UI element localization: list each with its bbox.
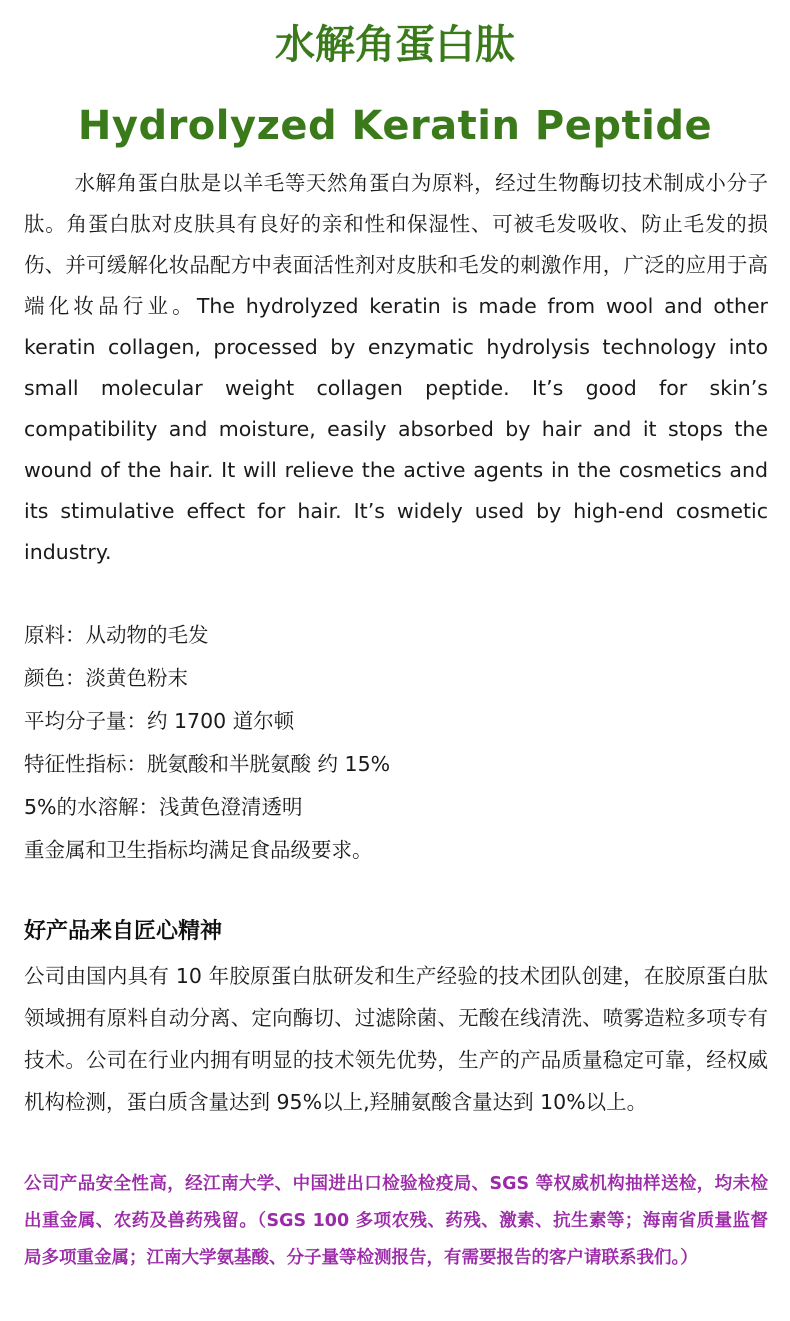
spec-list bbox=[24, 614, 768, 872]
page-title-chinese: 水解角蛋白肽 bbox=[275, 22, 515, 68]
safety-paragraph bbox=[24, 1166, 768, 1277]
spec-heavy-metal: 重金属和卫生指标均满足食品级要求。 bbox=[24, 838, 373, 862]
intro-paragraph bbox=[24, 163, 768, 573]
section-heading: 好产品来自匠心精神 bbox=[24, 919, 223, 944]
spec-color: 颜色：淡黄色粉末 bbox=[24, 666, 188, 690]
spec-solubility: 5%的水溶解：浅黄色澄清透明 bbox=[24, 795, 303, 819]
safety-text: 公司产品安全性高，经江南大学、中国进出口检验检疫局、SGS 等权威机构抽样送检，均未检出重金属、农药及兽药残留。（SGS 100 多项农残、药残、激素、抗生素等；海南省质量监督局多项重金属；江南大学氨基酸、分子量等检测报告，有需要报告的客户请联系我们。） bbox=[24, 1174, 768, 1268]
spec-raw-material: 原料：从动物的毛发 bbox=[24, 623, 209, 647]
spec-characteristic-index: 特征性指标：胱氨酸和半胱氨酸 约 15% bbox=[24, 752, 391, 776]
spec-molecular-weight: 平均分子量：约 1700 道尔顿 bbox=[24, 709, 295, 733]
company-paragraph bbox=[24, 955, 768, 1123]
page-title-english: Hydrolyzed Keratin Peptide bbox=[77, 103, 713, 149]
company-text: 公司由国内具有 10 年胶原蛋白肽研发和生产经验的技术团队创建，在胶原蛋白肽领域拥有原料自动分离、定向酶切、过滤除菌、无酸在线清洗、喷雾造粒多项专有技术。公司在行业内拥有明显的技术领先优势，生产的产品质量稳定可靠，经权威机构检测，蛋白质含量达到 95%以上,羟脯氨酸含量达到 10%以上。 bbox=[24, 964, 768, 1114]
intro-text: 水解角蛋白肽是以羊毛等天然角蛋白为原料，经过生物酶切技术制成小分子肽。角蛋白肽对皮肤具有良好的亲和性和保湿性、可被毛发吸收、防止毛发的损伤、并可缓解化妆品配方中表面活性剂对皮肤和毛发的刺激作用，广泛的应用于高端化妆品行业。The hydrolyzed keratin is made from wool and other keratin collagen, processed by enzymatic hydrolysis technology into small molecular weight collagen peptide. It’s good for skin’s compatibility and moisture, easily absorbed by hair and it stops the wound of the hair. It will relieve the active agents in the cosmetics and its stimulative effect for hair. It’s widely used by high-end cosmetic industry. bbox=[24, 171, 768, 564]
